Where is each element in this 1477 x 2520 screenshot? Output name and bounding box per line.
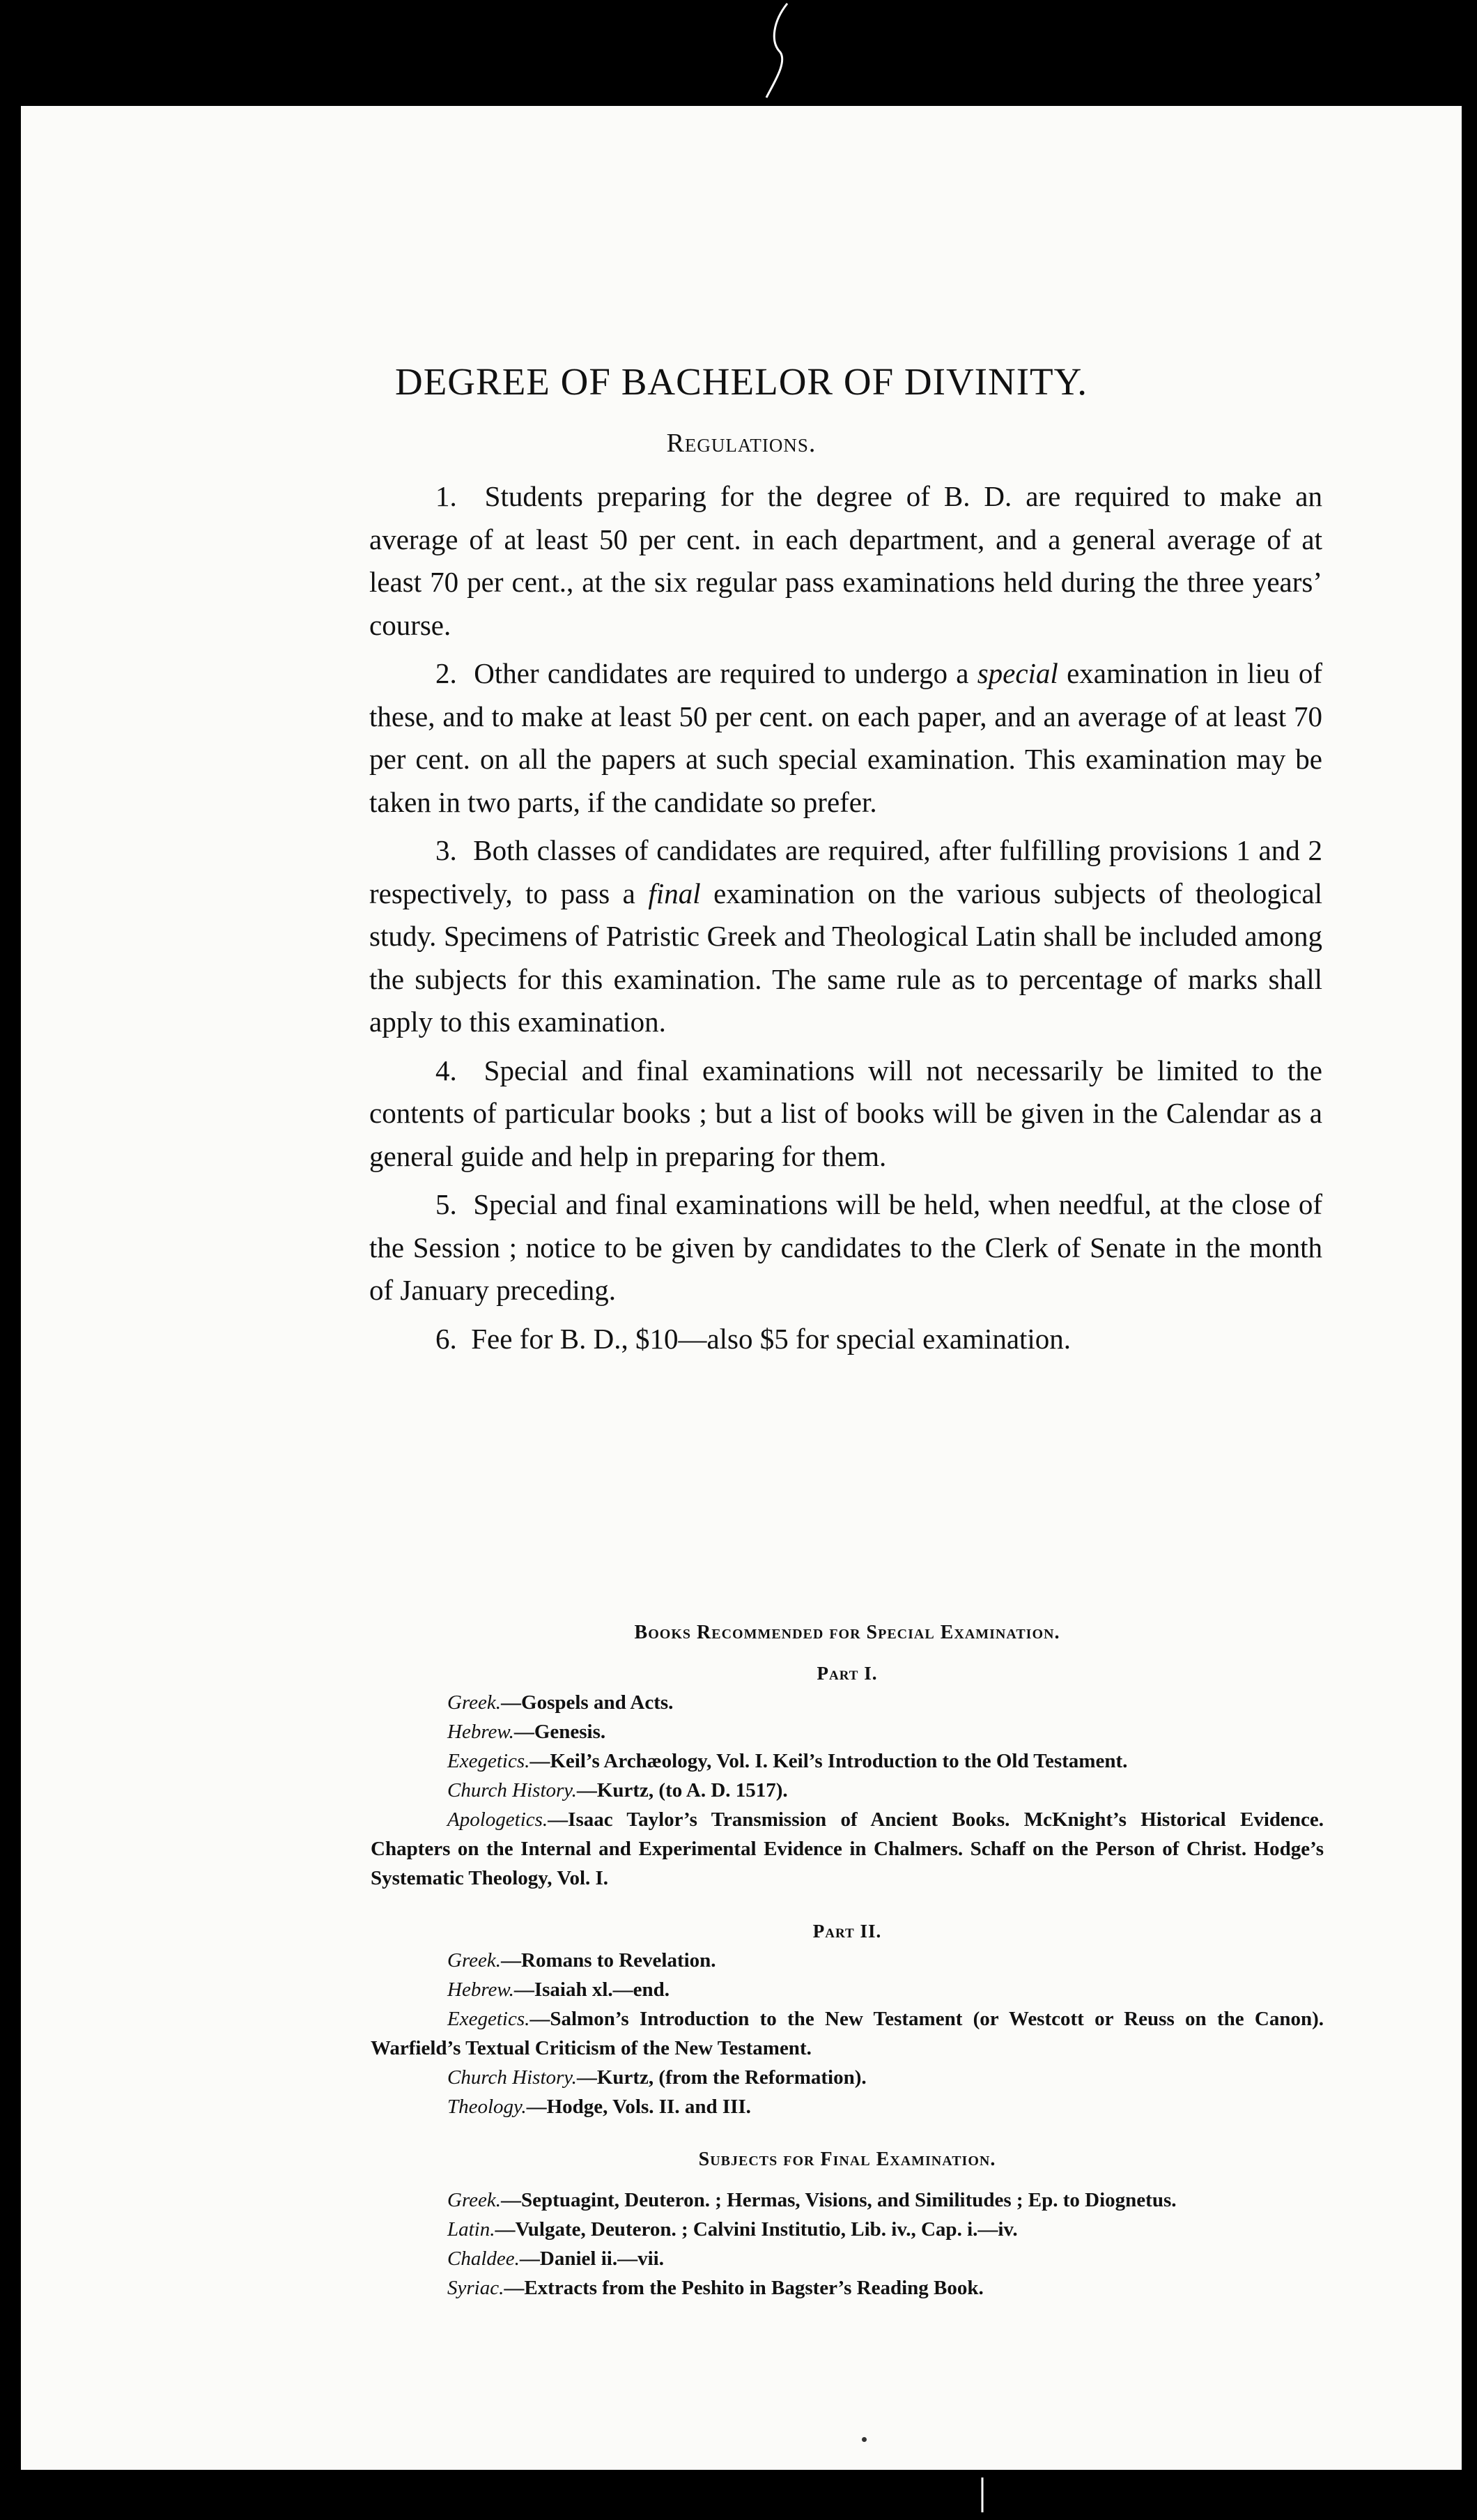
page-title: DEGREE OF BACHELOR OF DIVINITY. (394, 360, 1088, 403)
book-text: —Salmon’s Introduction to the New Testament (or Westcott or Reuss on the Canon). Warfield’s Textual Criticism of the New Testament. (371, 2008, 1324, 2059)
regulation-text: Special and final examinations will be held, when needful, at the close of the Session ; notice to be given by candidates to the Clerk of Senate in the month of January preceding. (369, 1188, 1322, 1306)
final-entry (371, 2185, 1324, 2215)
book-subject: Greek. (447, 1949, 502, 1972)
final-text: —Septuagint, Deuteron. ; Hermas, Visions, and Similitudes ; Ep. to Diognetus. (501, 2189, 1177, 2211)
book-entry (371, 1946, 1324, 1975)
final-heading: Subjects for Final Examination. (698, 2149, 996, 2170)
regulation-emphasis: final (648, 877, 701, 909)
regulation-text: Special and final examinations will not necessarily be limited to the contents of particular books ; but a list of books will be given in the Calendar as a general guide and help in preparing for them. (369, 1054, 1323, 1172)
book-text: —Romans to Revelation. (501, 1949, 716, 1972)
regulation-6 (369, 1318, 1322, 1361)
part-1-heading: Part I. (817, 1663, 878, 1684)
scan-artifact-mark (759, 0, 801, 105)
ink-speck (862, 2437, 867, 2442)
book-text: —Gospels and Acts. (501, 1691, 674, 1714)
book-subject: Church History. (447, 2066, 577, 2089)
final-subject: Chaldee. (447, 2248, 520, 2270)
regulation-3 (369, 829, 1322, 1044)
book-subject: Hebrew. (447, 1979, 514, 2001)
final-entry (371, 2215, 1324, 2244)
book-text: —Genesis. (513, 1721, 606, 1743)
final-subject: Greek. (447, 2189, 502, 2211)
final-subject: Latin. (447, 2218, 495, 2241)
regulation-number: 1. (435, 480, 457, 512)
part-2-heading: Part II. (812, 1921, 882, 1942)
regulation-emphasis: special (977, 657, 1058, 689)
regulation-number: 3. (435, 834, 457, 866)
regulation-4 (369, 1050, 1322, 1178)
books-section (371, 1618, 1324, 2303)
book-subject: Hebrew. (447, 1721, 514, 1743)
book-entry (371, 1805, 1324, 1893)
regulation-number: 5. (435, 1188, 457, 1220)
book-text: —Kurtz, (to A. D. 1517). (576, 1779, 788, 1801)
regulation-text: examination in lieu of these, and to make at least 50 per cent. on each paper, and an average of at least 70 per cent. on all the papers at such special examination. This examination may be taken in two parts, if the candidate so prefer. (369, 657, 1322, 818)
book-entry (371, 1688, 1324, 1717)
document-page (21, 106, 1462, 2470)
final-text: —Vulgate, Deuteron. ; Calvini Institutio, Lib. iv., Cap. i.—iv. (495, 2218, 1018, 2241)
regulation-number: 2. (435, 657, 457, 689)
book-subject: Apologetics. (447, 1808, 548, 1831)
book-subject: Exegetics. (447, 1750, 530, 1772)
page-subtitle: Regulations. (666, 429, 817, 458)
regulation-text: Other candidates are required to undergo a (474, 657, 977, 689)
scan-artifact-mark-bottom (972, 2474, 993, 2516)
book-text: —Hodge, Vols. II. and III. (526, 2096, 751, 2118)
book-subject: Church History. (447, 1779, 577, 1801)
book-subject: Greek. (447, 1691, 502, 1714)
book-entry (371, 2092, 1324, 2121)
book-entry (371, 1975, 1324, 2004)
final-text: —Daniel ii.—vii. (519, 2248, 664, 2270)
regulation-2 (369, 652, 1322, 824)
regulation-number: 4. (435, 1054, 457, 1086)
book-entry (371, 1746, 1324, 1776)
book-text: —Isaac Taylor’s Transmission of Ancient Books. McKnight’s Historical Evidence. Chapters on the Internal and Experimental Evidence in Chalmers. Schaff on the Person of Christ. Hodge’s Systematic Theology, Vol. I. (371, 1808, 1324, 1889)
book-entry (371, 2063, 1324, 2092)
regulation-text: examination on the various subjects of theological study. Specimens of Patristic Greek and Theological Latin shall be included among the subjects for this examination. The same rule as to percentage of marks shall apply to this examination. (369, 877, 1322, 1038)
book-entry (371, 1776, 1324, 1805)
regulation-text: Both classes of candidates are required, after fulfilling provisions 1 and 2 respectively, to pass a (369, 834, 1322, 909)
book-entry (371, 2004, 1324, 2063)
regulation-1 (369, 475, 1322, 647)
books-heading: Books Recommended for Special Examination. (634, 1622, 1060, 1643)
book-text: —Keil’s Archæology, Vol. I. Keil’s Introduction to the Old Testament. (529, 1750, 1128, 1772)
book-subject: Exegetics. (447, 2008, 530, 2030)
book-text: —Kurtz, (from the Reformation). (576, 2066, 867, 2089)
book-subject: Theology. (447, 2096, 527, 2118)
regulation-text: Fee for B. D., $10—also $5 for special examination. (471, 1322, 1072, 1355)
regulations-list (369, 475, 1322, 1366)
final-entry (371, 2273, 1324, 2303)
regulation-number: 6. (435, 1322, 457, 1355)
final-entry (371, 2244, 1324, 2273)
regulation-5 (369, 1183, 1322, 1312)
final-text: —Extracts from the Peshito in Bagster’s Reading Book. (504, 2277, 984, 2299)
final-subject: Syriac. (447, 2277, 504, 2299)
book-text: —Isaiah xl.—end. (513, 1979, 670, 2001)
book-entry (371, 1717, 1324, 1746)
regulation-text: Students preparing for the degree of B. D. are required to make an average of at least 50 per cent. in each department, and a general average of at least 70 per cent., at the six regular pass examinations held during the three years’ course. (369, 480, 1323, 641)
